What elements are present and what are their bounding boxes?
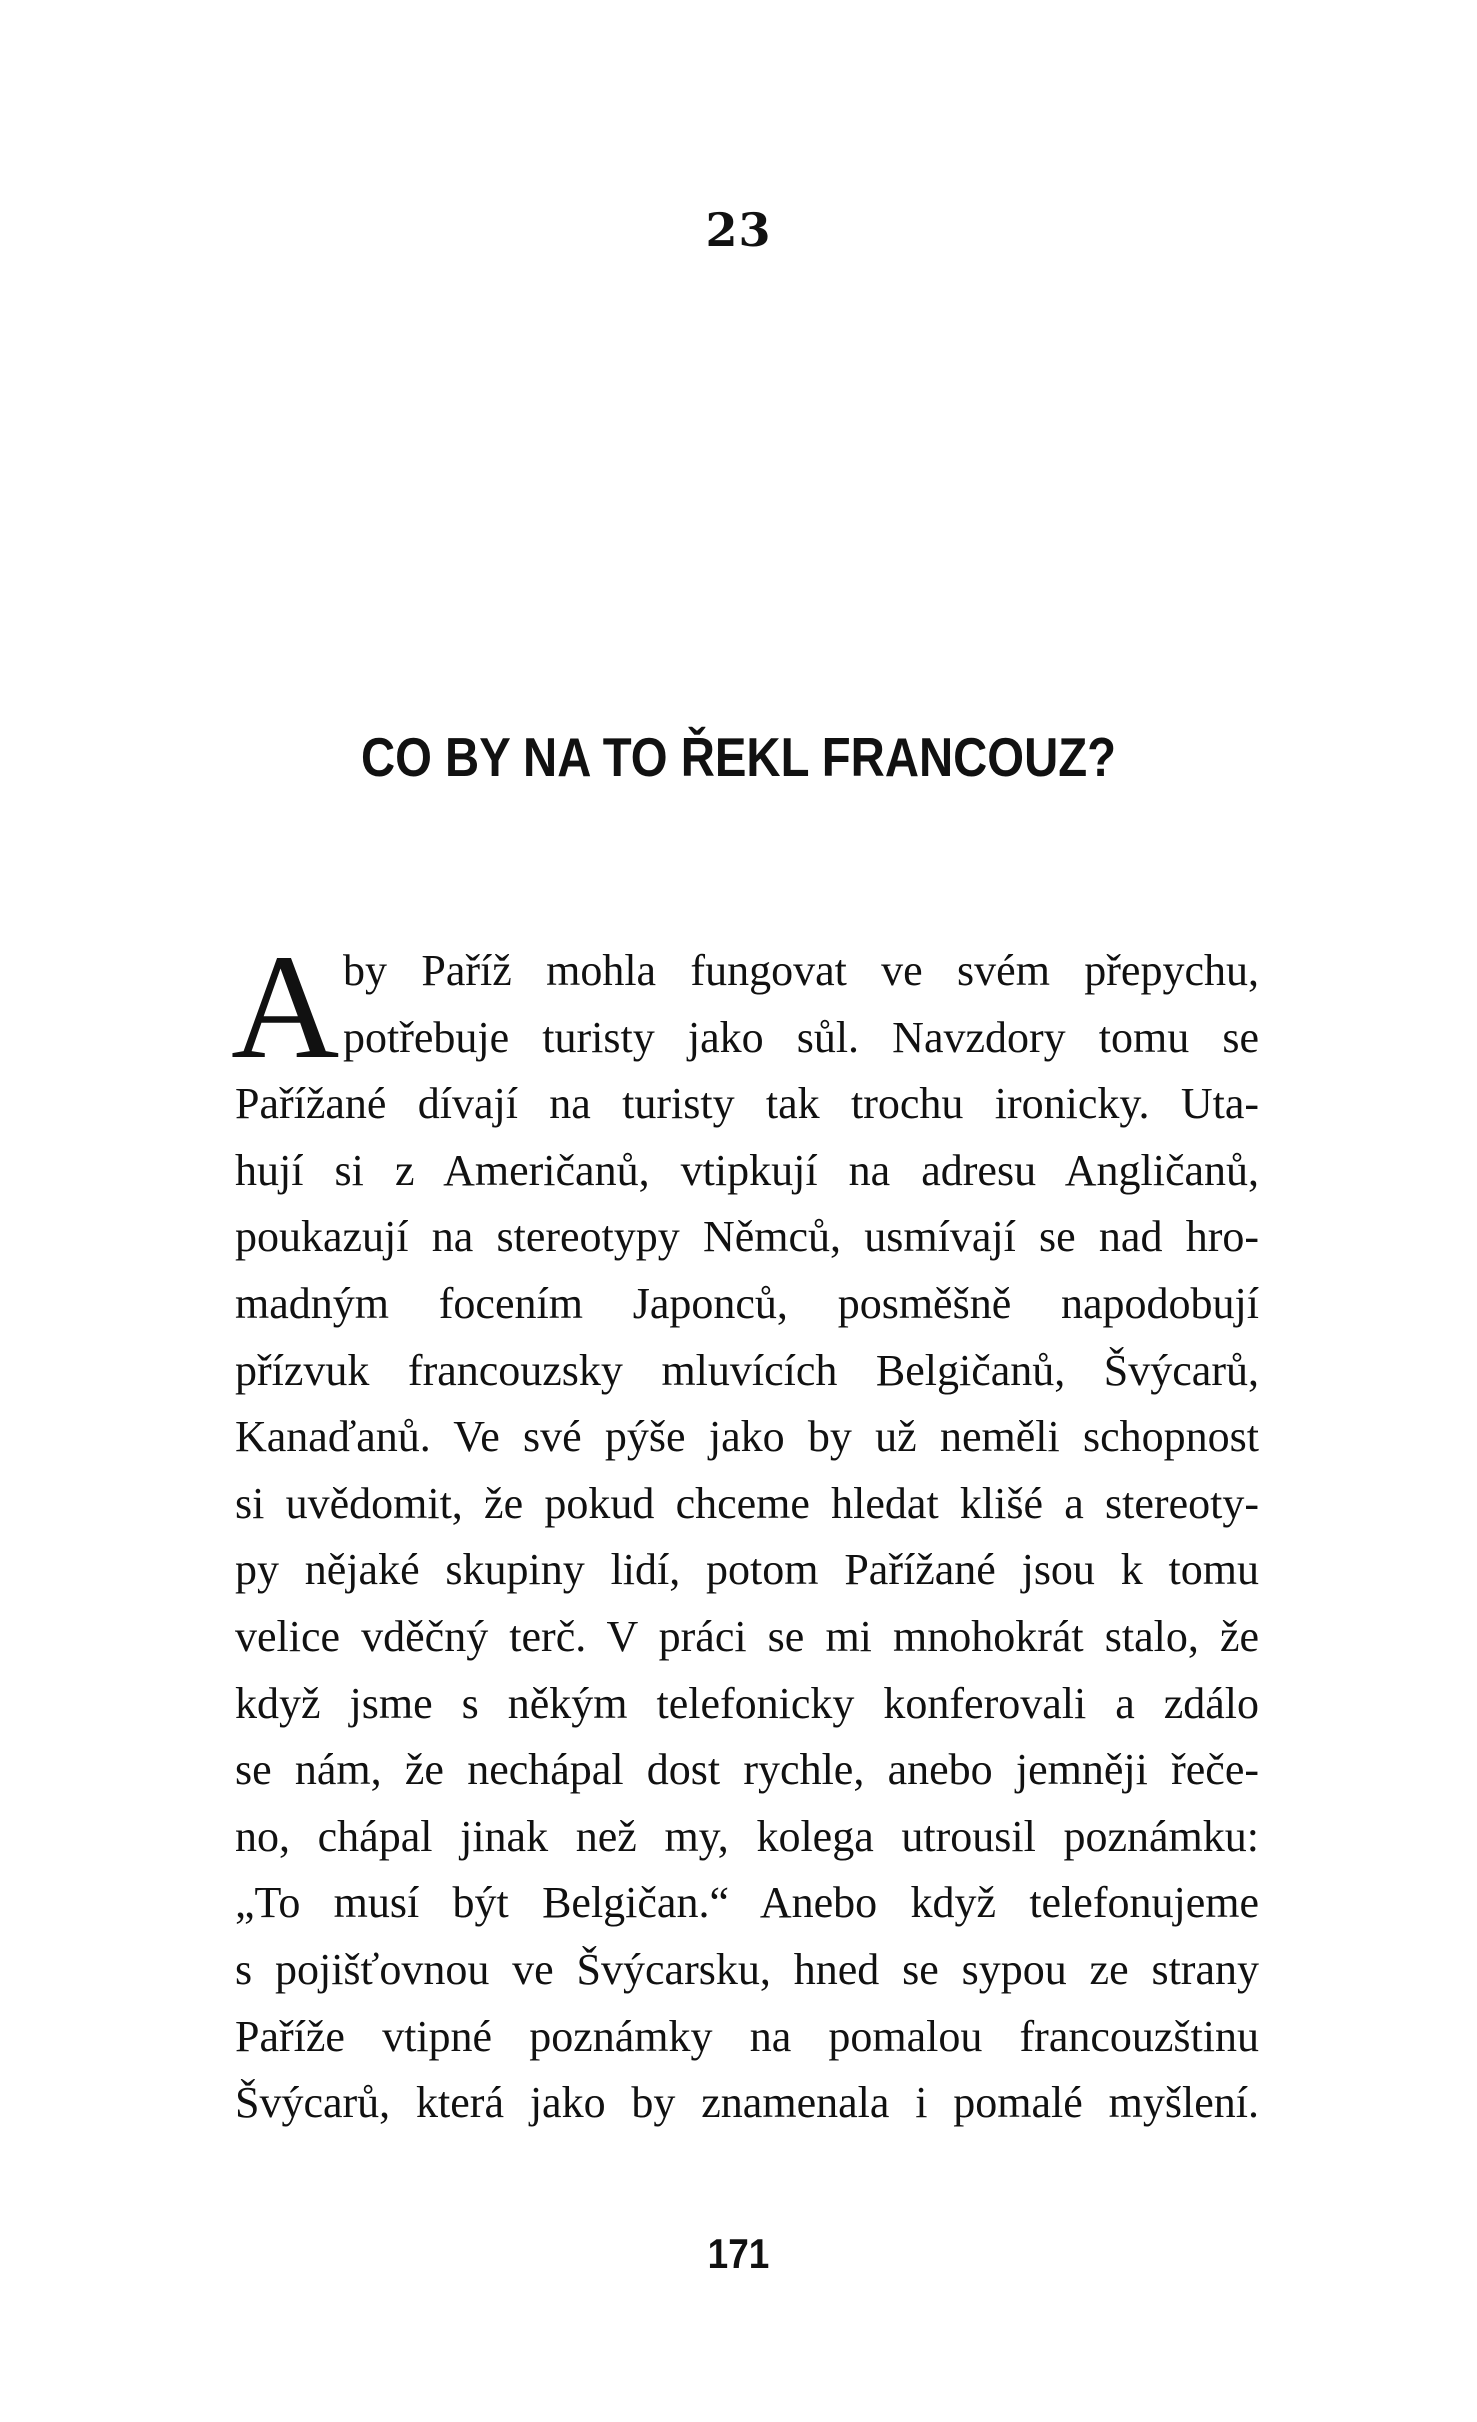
body-line: no, chápal jinak než my, kolega utrousil poznámku: [235,1811,1259,1861]
drop-cap: A [231,924,340,1090]
body-line: Švýcarů, která jako by znamenala i pomalé myšlení. [235,2078,1259,2128]
body-line: přízvuk francouzsky mluvících Belgičanů, Švýcarů, [235,1345,1259,1395]
body-line: velice vděčný terč. V práci se mi mnohokrát stalo, že [235,1611,1259,1661]
body-line-text: by Paříž mohla fungovat ve svém přepychu, [343,946,1259,995]
body-line: Pařížané dívají na turisty tak trochu ironicky. Uta- [235,1079,1259,1129]
body-line: s pojišťovnou ve Švýcarsku, hned se sypou ze strany [235,1944,1259,1994]
body-line: „To musí být Belgičan.“ Anebo když telefonujeme [235,1878,1259,1928]
page-number: 171 [707,2230,770,2277]
body-line: poukazují na stereotypy Němců, usmívají se nad hro- [235,1212,1259,1262]
body-line: py nějaké skupiny lidí, potom Pařížané jsou k tomu [235,1545,1259,1595]
chapter-number: 23 [705,203,772,257]
body-paragraph [231,924,1259,2137]
body-line: když jsme s někým telefonicky konferovali a zdálo [235,1678,1259,1728]
body-line: Kanaďanů. Ve své pýše jako by už neměli schopnost [235,1412,1259,1462]
body-line: se nám, že nechápal dost rychle, anebo jemněji řeče- [235,1745,1259,1795]
body-line: si uvědomit, že pokud chceme hledat klišé a stereoty- [235,1478,1259,1528]
chapter-title: CO BY NA TO ŘEKL FRANCOUZ? [360,726,1117,788]
body-line: madným focením Japonců, posměšně napodobují [235,1278,1259,1328]
body-line: hují si z Američanů, vtipkují na adresu Angličanů, [235,1145,1259,1195]
body-line: potřebuje turisty jako sůl. Navzdory tomu se [343,1012,1259,1062]
body-line: Paříže vtipné poznámky na pomalou francouzštinu [235,2011,1259,2061]
